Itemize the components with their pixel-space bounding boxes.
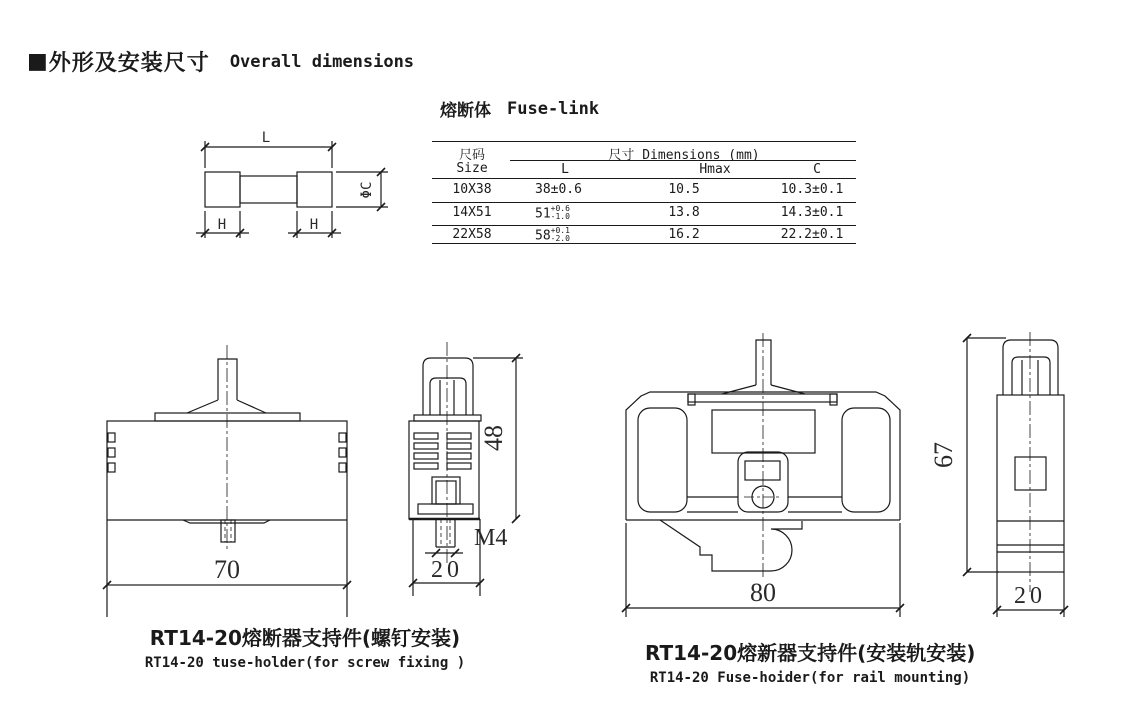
cell-c: 14.3±0.1	[780, 205, 844, 220]
col-header-dimensions: 尺寸 Dimensions (mm)	[608, 148, 760, 163]
dim-67: 67	[929, 442, 958, 468]
rail-holder-caption-zh: RT14-20熔新器支持件(安装轨安装)	[645, 641, 976, 665]
col-header-c: C	[813, 162, 821, 177]
dim-label-l: L	[261, 130, 271, 146]
dim-48: 48	[479, 425, 508, 451]
cell-size: 10X38	[452, 182, 492, 197]
col-header-size-en: Size	[456, 161, 488, 176]
screw-holder-caption	[140, 622, 470, 671]
cell-c: 22.2±0.1	[780, 227, 844, 242]
dim-70: 70	[214, 555, 240, 584]
cell-hmax: 13.8	[668, 205, 700, 220]
page-title-en: Overall dimensions	[229, 51, 415, 72]
dim-80: 80	[750, 578, 776, 607]
dim-label-h-right: H	[309, 217, 319, 233]
black-square-icon: ■	[27, 49, 49, 74]
col-header-hmax: Hmax	[699, 162, 731, 177]
rail-holder-caption-en: RT14-20 Fuse-hoider(for rail mounting)	[649, 670, 971, 686]
cell-l: 51 +0.6 -1.0	[535, 204, 570, 222]
rail-holder-caption	[645, 637, 975, 686]
screw-holder-caption-en: RT14-20 tuse-holder(for screw fixing )	[144, 655, 466, 671]
cell-size: 22X58	[452, 227, 492, 242]
col-header-l: L	[561, 162, 569, 177]
fuse-link-title-en: Fuse-link	[507, 98, 600, 119]
dim-label-phic: ΦC	[359, 181, 375, 199]
screw-holder-caption-zh: RT14-20熔断器支持件(螺钉安装)	[149, 626, 461, 650]
cell-hmax: 10.5	[668, 182, 700, 197]
rail-holder-front-view	[622, 333, 904, 617]
dim-20-screw: 20	[431, 557, 463, 583]
fuse-link-title-zh: 熔断体	[440, 101, 491, 121]
cell-size: 14X51	[452, 205, 492, 220]
cell-hmax: 16.2	[668, 227, 700, 242]
col-header-size-zh: 尺码	[458, 148, 486, 163]
screw-holder-side-view	[409, 342, 523, 596]
dim-m4: M4	[474, 525, 508, 551]
dim-label-h-left: H	[217, 217, 227, 233]
cell-l: 58 +0.1 -2.0	[535, 226, 570, 244]
dim-20-rail: 20	[1014, 583, 1046, 609]
rail-holder-side-view	[963, 332, 1068, 617]
cell-l: 38±0.6	[535, 182, 582, 197]
cell-c: 10.3±0.1	[780, 182, 844, 197]
page-title-zh: 外形及安装尺寸	[48, 51, 210, 76]
